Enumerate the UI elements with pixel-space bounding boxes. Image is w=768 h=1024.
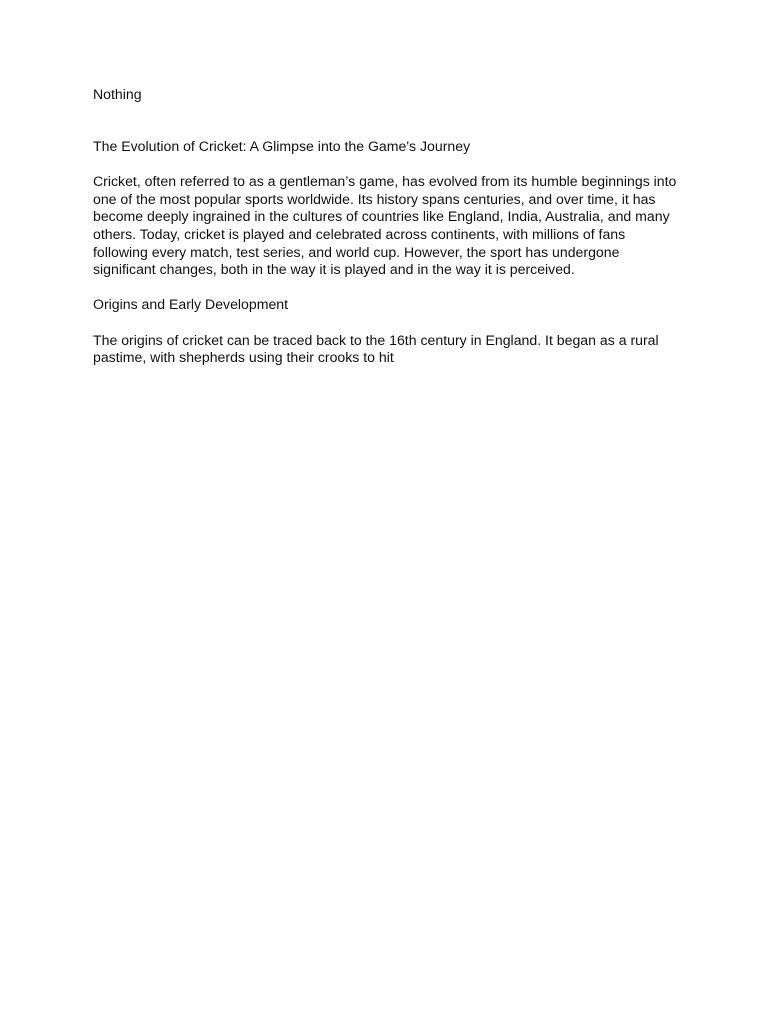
- document-body: [93, 86, 683, 384]
- document-label: Nothing: [93, 86, 142, 102]
- document-title: The Evolution of Cricket: A Glimpse into the Game's Journey: [93, 137, 471, 154]
- intro-paragraph: Cricket, often referred to as a gentleman’s game, has evolved from its humble beginnings into one of the most popular sports worldwide. Its history spans centuries, and over time, it has become deeply ingrained in the cultures of countries like England, India, Australia, and many others. Today, cricket is played and celebrated across continents, with millions of fans following every match, test series, and world cup. However, the sport has undergone significant changes, both in the way it is played and in the way it is perceived.: [93, 173, 677, 278]
- section-heading: Origins and Early Development: [93, 296, 289, 313]
- section-paragraph: The origins of cricket can be traced back to the 16th century in England. It began as a rural pastime, with shepherds using their crooks to hit: [93, 331, 659, 366]
